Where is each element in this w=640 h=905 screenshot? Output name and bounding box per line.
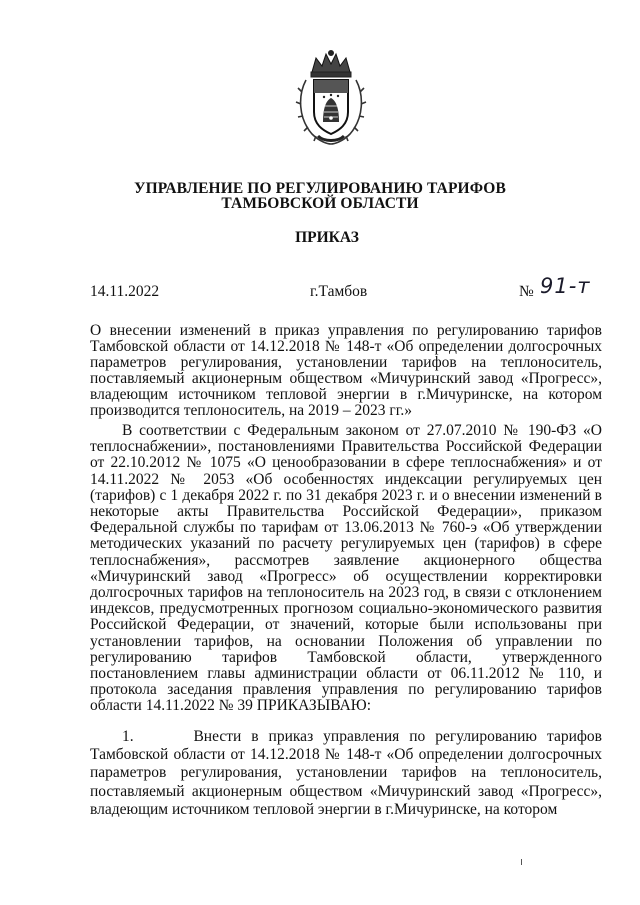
document-number-handwritten: 91-т <box>540 274 591 298</box>
document-body <box>90 423 602 715</box>
document-subject: О внесении изменений в приказ управления по регулированию тарифов Тамбовской области от 14.12.2018 № 148-т «Об определении долгосрочных параметров регулирования, установлении тарифов на теплоноситель, поставляемый акционерным обществом «Мичуринский завод «Прогресс», владеющим источником тепловой энергии в г.Мичуринске, на котором производится теплоноситель, на 2019 – 2023 гг.» <box>90 322 602 419</box>
shield-icon <box>314 80 348 134</box>
crown-icon <box>311 51 351 78</box>
organization-name-line2: ТАМБОВСКОЙ ОБЛАСТИ <box>221 195 419 212</box>
document-number-label: № <box>519 283 534 300</box>
document-type-title: ПРИКАЗ <box>295 229 359 246</box>
organization-name-line1: УПРАВЛЕНИЕ ПО РЕГУЛИРОВАНИЮ ТАРИФОВ <box>134 180 506 197</box>
coat-of-arms-emblem <box>294 50 368 146</box>
document-city: г.Тамбов <box>310 283 368 300</box>
preamble-paragraph: В соответствии с Федеральным законом от 27.07.2010 № 190-ФЗ «О теплоснабжении», постановлениями Правительства Российской Федерации от 22.10.2012 № 1075 «О ценообразовании в сфере теплоснабжения» и от 14.11.2022 № 2053 «Об особенностях индексации регулируемых цен (тарифов) с 1 декабря 2022 г. по 31 декабря 2023 г. и о внесении изменений в некоторые акты Правительства Российской Федерации», приказом Федеральной службы по тарифам от 13.06.2013 № 760-э «Об утверждении методических указаний по расчету регулируемых цен (тарифов) в сфере теплоснабжения», рассмотрев заявление акционерного общества «Мичуринский завод «Прогресс» об осуществлении корректировки долгосрочных тарифов на теплоноситель на 2023 год, в связи с отклонением индексов, предусмотренных прогнозом социально-экономического развития Российской Федерации, от значений, которые были использованы при установлении тарифов, на основании Положения об управлении по регулированию тарифов Тамбовской области, утвержденного постановлением главы администрации области от 06.11.2012 № 110, и протокола заседания правления управления по регулированию тарифов области 14.11.2022 № 39 ПРИКАЗЫВАЮ: <box>90 422 602 715</box>
scan-artifact <box>521 859 522 865</box>
ribbon-icon <box>318 136 344 141</box>
order-point-1: 1. Внести в приказ управления по регулированию тарифов Тамбовской области от 14.12.2018 № 148-т «Об определении долгосрочных параметров регулирования, установлении тарифов на теплоноситель, поставляемый акционерным обществом «Мичуринский завод «Прогресс», владеющим источником тепловой энергии в г.Мичуринске, на котором <box>90 728 602 818</box>
document-date: 14.11.2022 <box>90 283 160 300</box>
